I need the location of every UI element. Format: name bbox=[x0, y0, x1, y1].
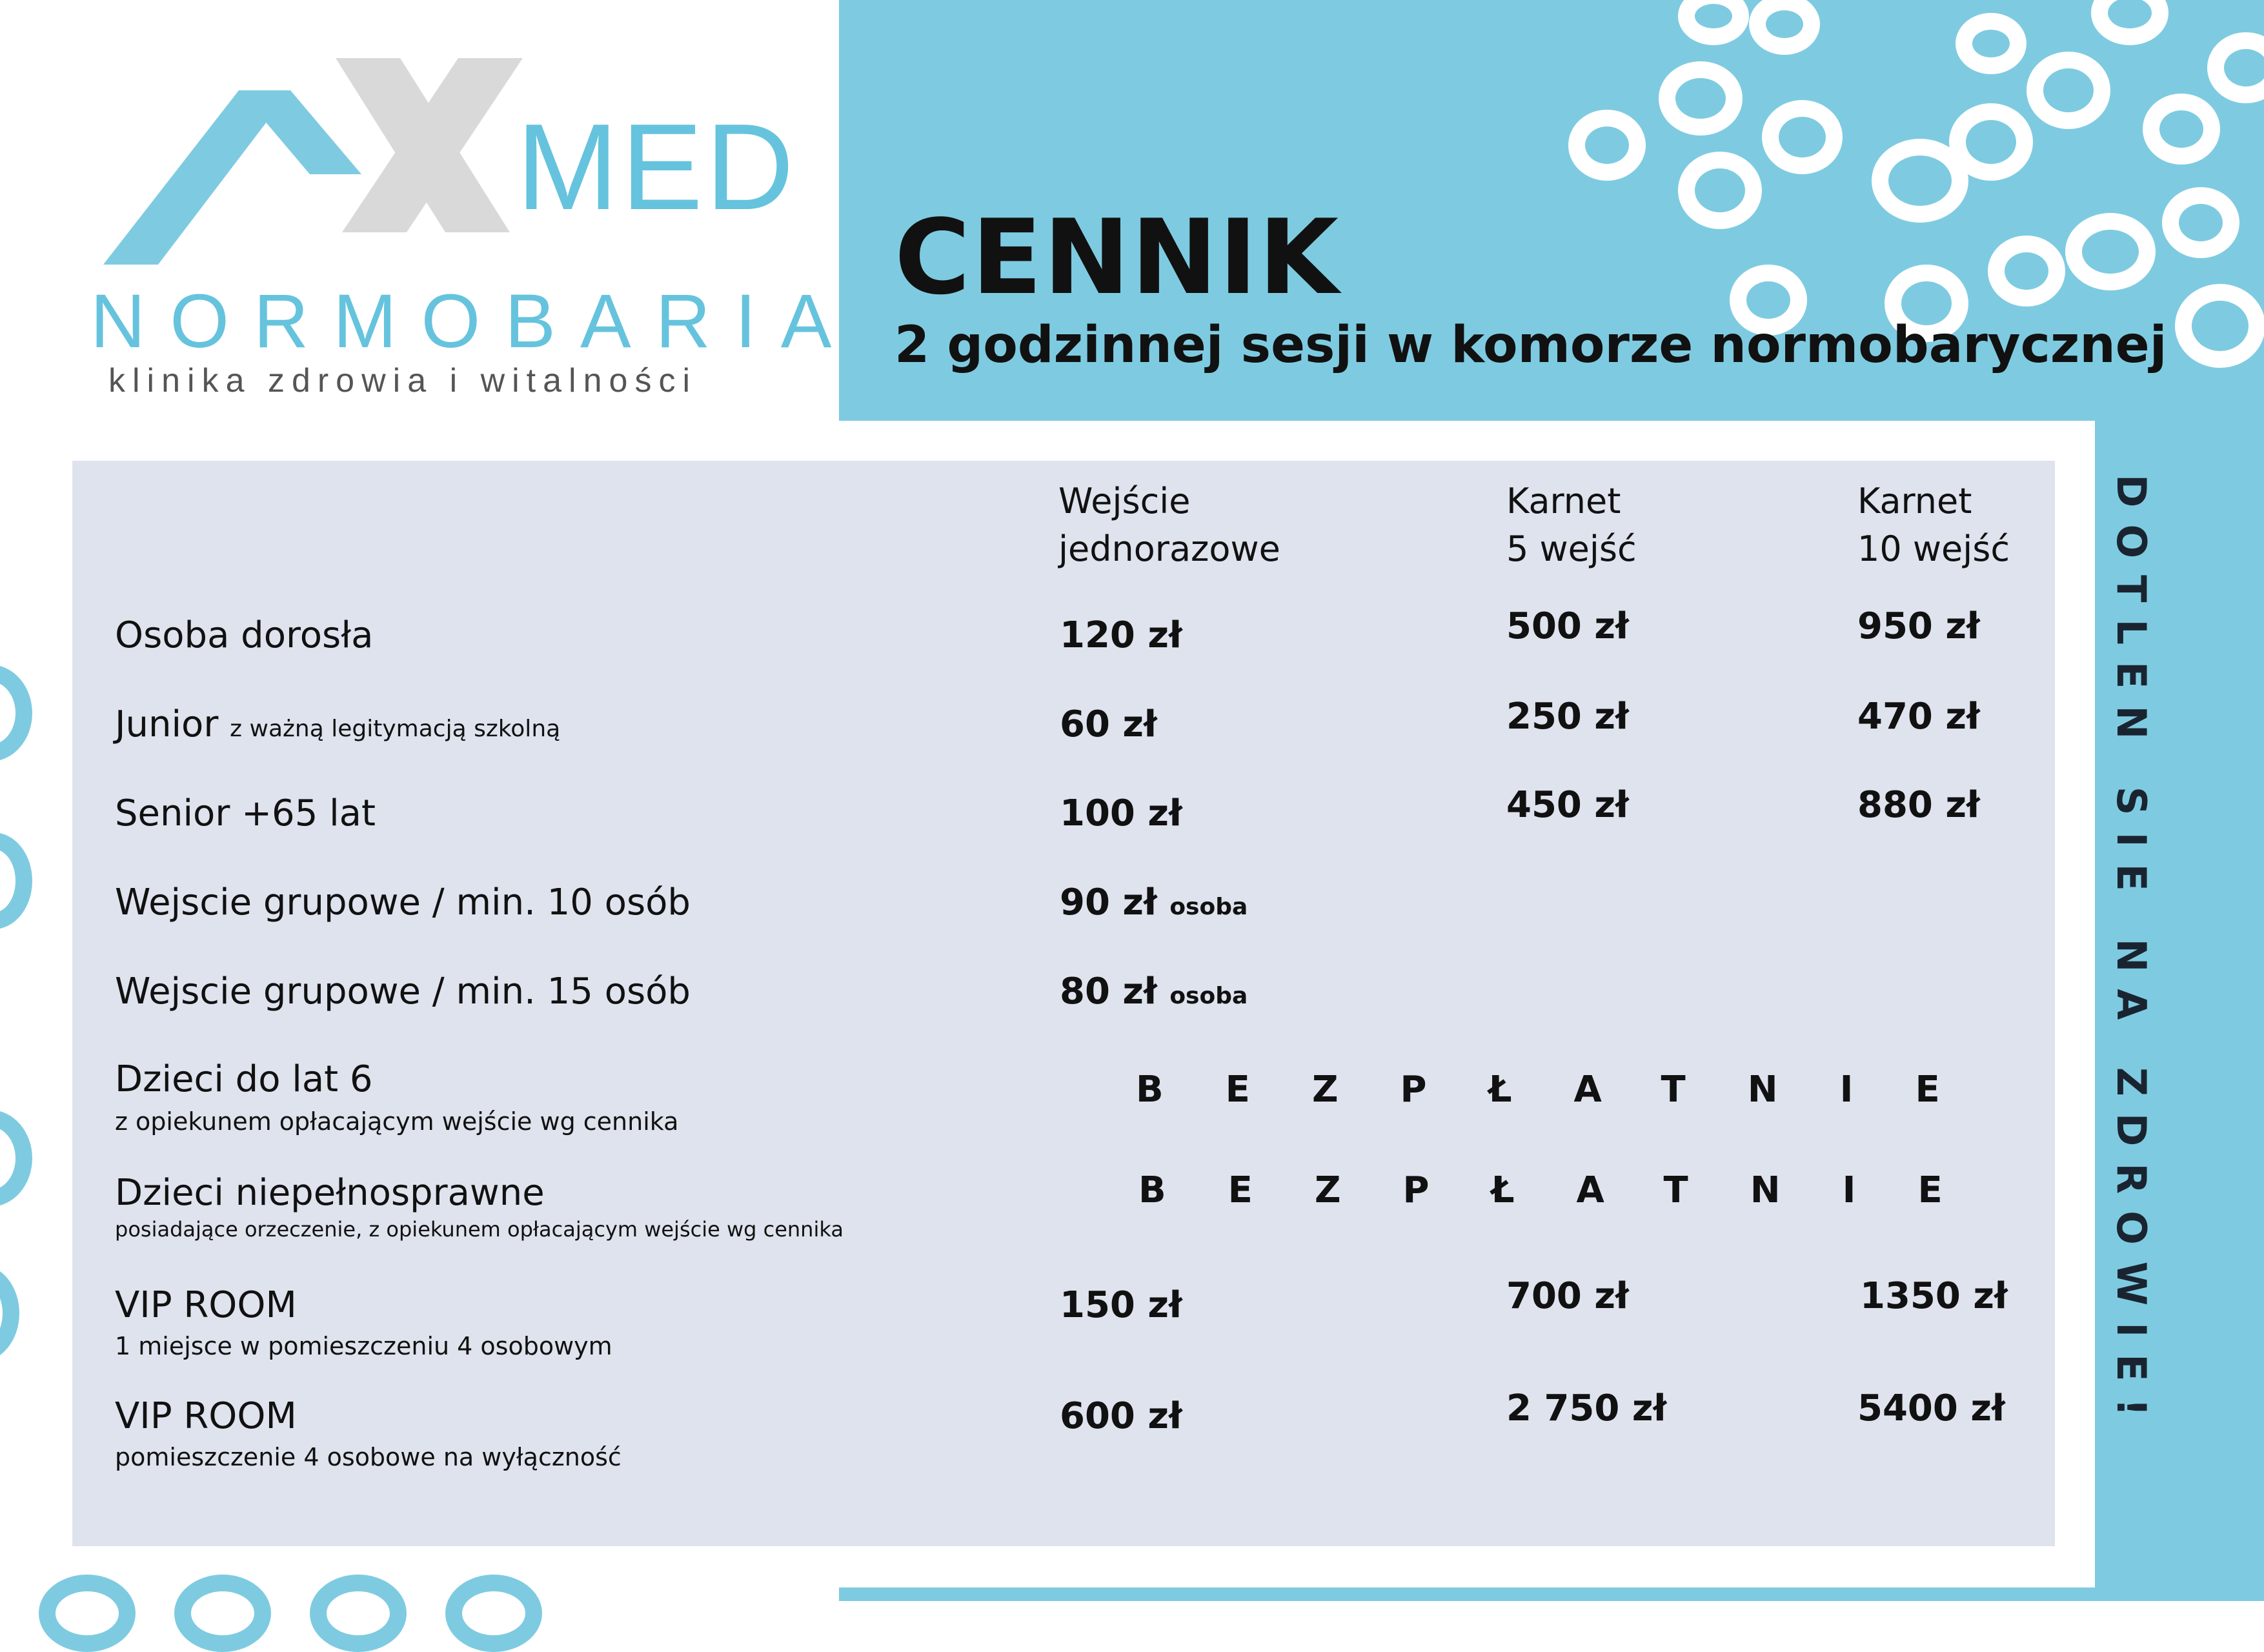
column-header-single bbox=[1058, 478, 1280, 573]
column-header-line: 5 wejść bbox=[1506, 529, 1637, 569]
row-label: Wejscie grupowe / min. 15 osób bbox=[115, 971, 691, 1012]
price-pass5: 250 zł bbox=[1506, 696, 1629, 738]
column-header-pass5 bbox=[1506, 478, 1637, 573]
row-label-main: Junior bbox=[115, 703, 219, 745]
row-label: Osoba dorosła bbox=[115, 614, 374, 656]
price-pass10: 470 zł bbox=[1857, 696, 1980, 738]
price-single: 120 zł bbox=[1060, 614, 1182, 656]
column-header-line: jednorazowe bbox=[1058, 529, 1280, 569]
price-single bbox=[1060, 971, 1248, 1012]
price-pass10: 880 zł bbox=[1857, 784, 1980, 826]
row-label: VIP ROOM bbox=[115, 1395, 297, 1437]
row-label: Wejscie grupowe / min. 10 osób bbox=[115, 881, 691, 923]
price-single: 100 zł bbox=[1060, 792, 1182, 834]
price-single: 60 zł bbox=[1060, 703, 1157, 745]
price-pass5: 450 zł bbox=[1506, 784, 1629, 826]
price-single: 150 zł bbox=[1060, 1284, 1182, 1326]
page-title: CENNIK bbox=[894, 197, 1340, 317]
row-label: Dzieci niepełnosprawne bbox=[115, 1172, 545, 1214]
row-note: 1 miejsce w pomieszczeniu 4 osobowym bbox=[115, 1332, 612, 1360]
price-pass5: 500 zł bbox=[1506, 605, 1629, 647]
price-unit: osoba bbox=[1169, 894, 1248, 920]
column-header-line: 10 wejść bbox=[1857, 529, 2010, 569]
row-note: pomieszczenie 4 osobowe na wyłączność bbox=[115, 1443, 622, 1471]
price-single: 600 zł bbox=[1060, 1395, 1182, 1437]
price-unit: osoba bbox=[1169, 983, 1248, 1009]
slogan: DOTLEN SIE NA ZDROWIE! bbox=[2108, 474, 2155, 1433]
column-header-line: Wejście bbox=[1058, 481, 1191, 521]
brand-tagline: klinika zdrowia i witalności bbox=[108, 362, 697, 399]
price-pass5: 2 750 zł bbox=[1506, 1387, 1667, 1429]
price-single bbox=[1060, 881, 1248, 923]
price-value: 90 zł bbox=[1060, 881, 1157, 923]
price-pass10: 5400 zł bbox=[1857, 1387, 2005, 1429]
brand-med: MED bbox=[516, 99, 797, 236]
column-header-line: Karnet bbox=[1506, 481, 1621, 521]
free-label: BEZPŁATNIE bbox=[1136, 1069, 2002, 1111]
price-pass10: 1350 zł bbox=[1860, 1275, 2008, 1317]
free-label: BEZPŁATNIE bbox=[1138, 1169, 2005, 1211]
page-subtitle: 2 godzinnej sesji w komorze normobarycznej bbox=[894, 316, 2167, 374]
row-note: z opiekunem opłacającym wejście wg cennika bbox=[115, 1107, 679, 1136]
price-pass5: 700 zł bbox=[1506, 1275, 1629, 1317]
row-label bbox=[115, 703, 560, 745]
row-label: Dzieci do lat 6 bbox=[115, 1058, 373, 1100]
price-pass10: 950 zł bbox=[1857, 605, 1980, 647]
column-header-line: Karnet bbox=[1857, 481, 1972, 521]
row-label-small: z ważną legitymacją szkolną bbox=[230, 716, 561, 742]
price-value: 80 zł bbox=[1060, 971, 1157, 1012]
brand-name: NORMOBARIA bbox=[90, 279, 856, 364]
row-note: posiadające orzeczenie, z opiekunem opłacającym wejście wg cennika bbox=[115, 1217, 844, 1242]
row-label: VIP ROOM bbox=[115, 1284, 297, 1326]
column-header-pass10 bbox=[1857, 478, 2010, 573]
row-label: Senior +65 lat bbox=[115, 792, 376, 834]
